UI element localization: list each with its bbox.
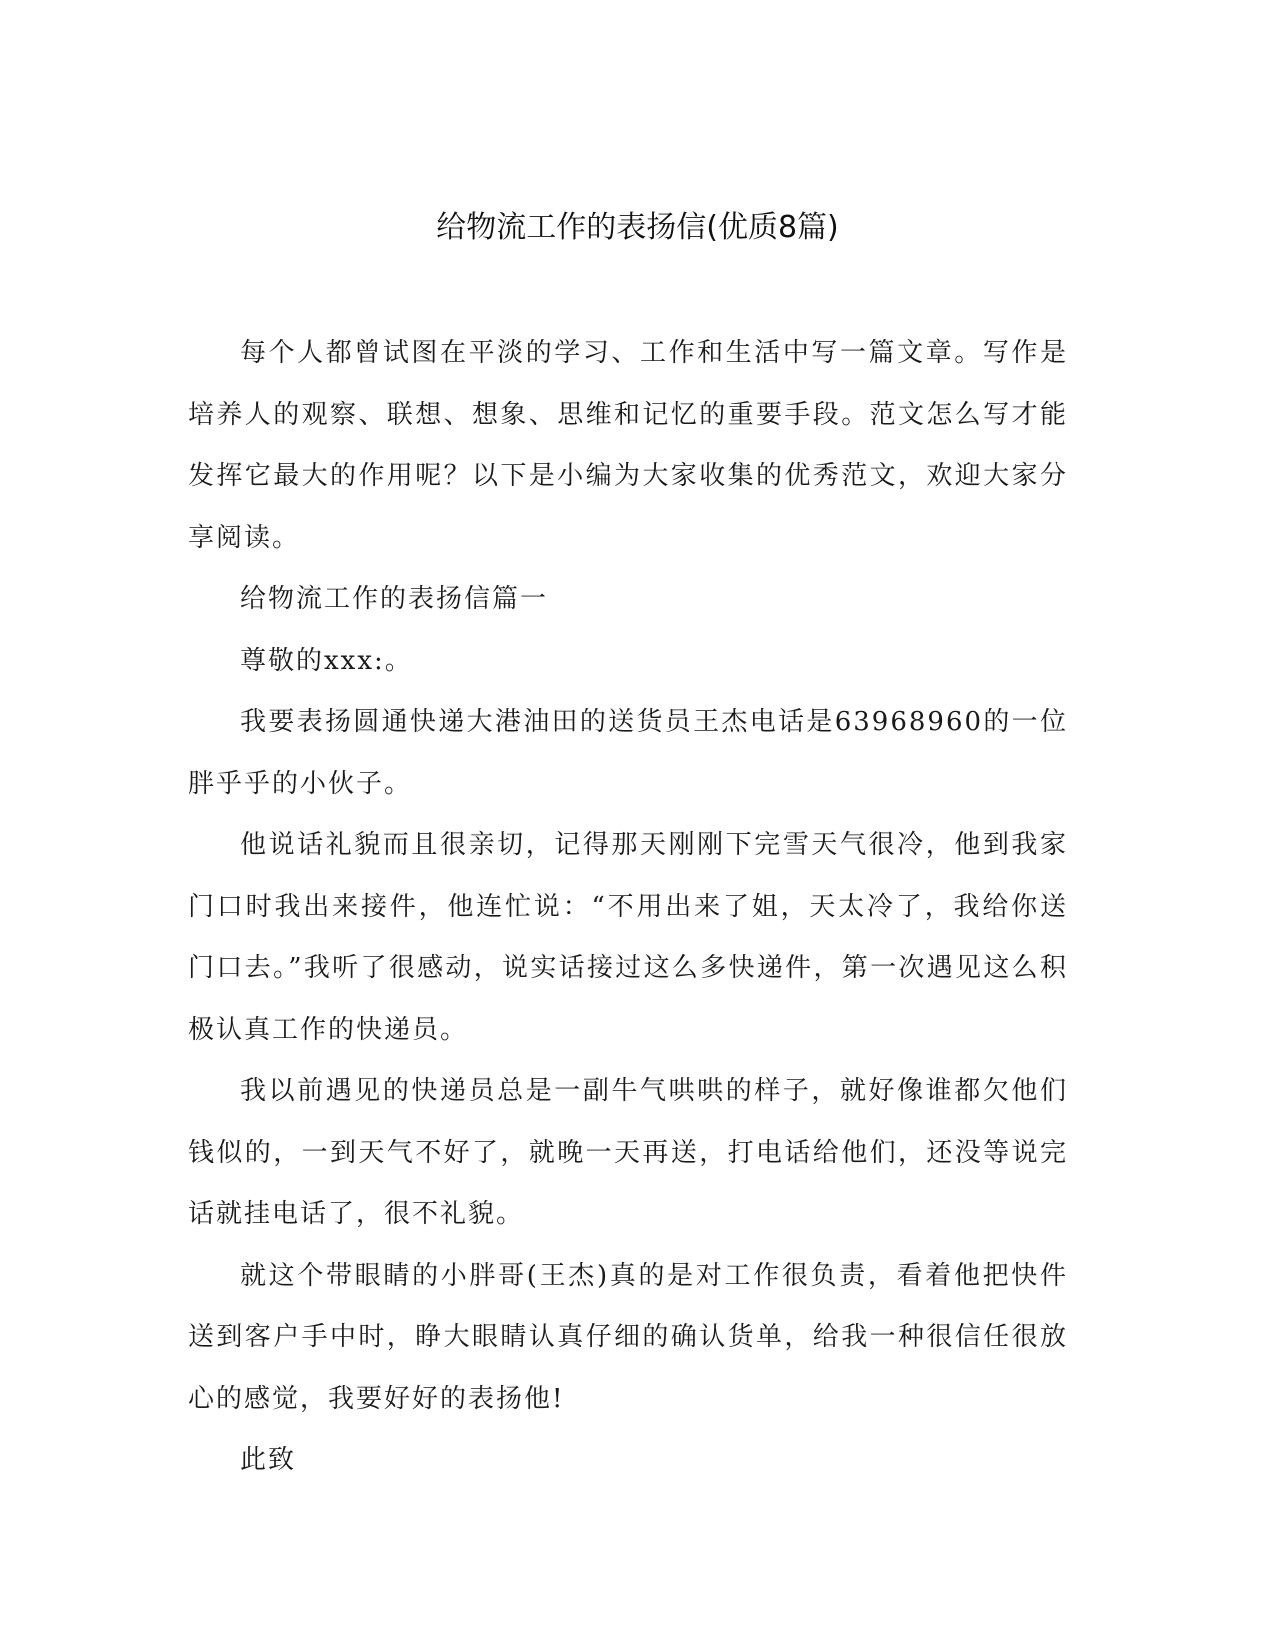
paragraph-closing: 此致 xyxy=(240,1445,297,1475)
paragraph-salutation: 尊敬的xxx:。 xyxy=(240,645,413,676)
paragraph-intro: 每个人都曾试图在平淡的学习、工作和生活中写一篇文章。写作是培养人的观察、联想、想象、思维和记忆的重要手段。范文怎么写才能发挥它最大的作用呢？以下是小编为大家收集的优秀范文，欢迎大家分享阅读。 xyxy=(188,338,1068,553)
document-body xyxy=(188,323,1068,1492)
paragraph: 就这个带眼睛的小胖哥(王杰)真的是对工作很负责，看着他把快件送到客户手中时，睁大眼睛认真仔细的确认货单，给我一种很信任很放心的感觉，我要好好的表扬他! xyxy=(188,1260,1068,1414)
paragraph-heading: 给物流工作的表扬信篇一 xyxy=(240,584,549,614)
paragraph: 我以前遇见的快递员总是一副牛气哄哄的样子，就好像谁都欠他们钱似的，一到天气不好了，就晚一天再送，打电话给他们，还没等说完话就挂电话了，很不礼貌。 xyxy=(188,1076,1068,1229)
paragraph: 我要表扬圆通快递大港油田的送货员王杰电话是63968960的一位胖乎乎的小伙子。 xyxy=(188,707,1068,799)
paragraph: 他说话礼貌而且很亲切，记得那天刚刚下完雪天气很冷，他到我家门口时我出来接件，他连忙说：“不用出来了姐，天太冷了，我给你送门口去。”我听了很感动，说实话接过这么多快递件，第一次遇见这么积极认真工作的快递员。 xyxy=(188,830,1068,1045)
document-title: 给物流工作的表扬信(优质8篇) xyxy=(436,210,839,245)
